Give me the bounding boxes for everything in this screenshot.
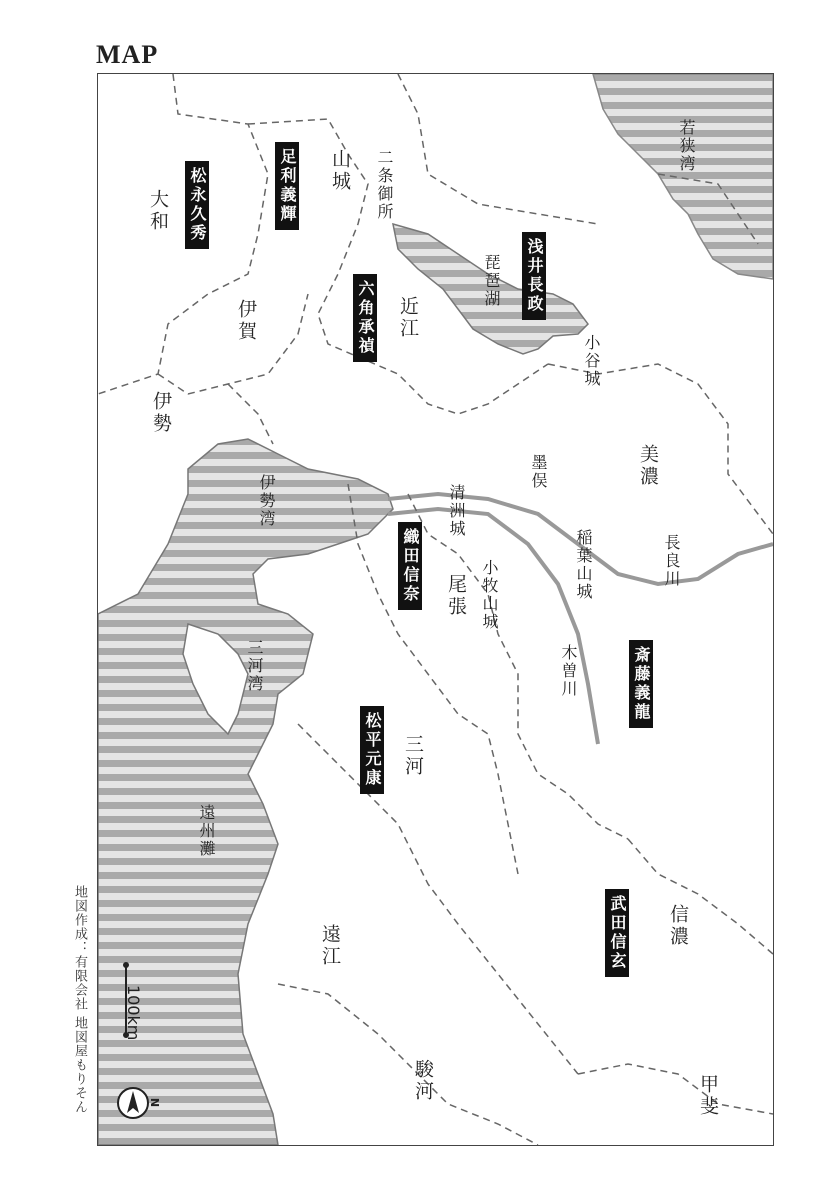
province-iga: 伊賀 <box>235 299 257 343</box>
province-omi: 近江 <box>397 296 419 340</box>
map-credit: 地図作成：有限会社 地図屋もりそん <box>72 885 87 1115</box>
border-mino-owari <box>408 494 628 839</box>
castle-komakiyama: 小牧山城 <box>480 559 499 631</box>
daimyo-takeda-shingen: 武田信玄 <box>605 889 629 977</box>
border-omi-mino <box>548 364 773 534</box>
border-totomi-suruga <box>278 984 538 1145</box>
province-kai: 甲斐 <box>697 1074 719 1118</box>
border-shinano <box>628 839 773 954</box>
border-mikawa-totomi <box>298 724 578 1074</box>
province-totomi: 遠江 <box>319 924 341 968</box>
castle-inabayama: 稲葉山城 <box>574 529 593 601</box>
border-yamashiro-yamato <box>98 74 268 394</box>
kiso-river-label: 木曽川 <box>559 644 578 698</box>
scale-label: 100km <box>124 985 143 1041</box>
province-yamato: 大和 <box>147 189 169 233</box>
daimyo-matsudaira-motoyasu: 松平元康 <box>360 706 384 794</box>
border-ise <box>228 384 273 444</box>
wakasa-bay-label: 若狭湾 <box>677 119 696 173</box>
castle-kiyosu: 清洲城 <box>447 484 466 538</box>
daimyo-rokkaku-jotei: 六角承禎 <box>353 274 377 362</box>
castle-sunomata: 墨俣 <box>529 454 548 490</box>
castle-odani: 小谷城 <box>582 334 601 388</box>
map-frame <box>97 73 774 1146</box>
province-mino: 美濃 <box>637 444 659 488</box>
border-iga <box>158 294 308 394</box>
border-owari-mikawa <box>348 484 518 874</box>
lake-biwa-label: 琵琶湖 <box>482 254 501 308</box>
daimyo-ashikaga-yoshiteru: 足利義輝 <box>275 142 299 230</box>
province-mikawa: 三河 <box>402 734 424 778</box>
mikawa-bay-label: 三河湾 <box>245 639 264 693</box>
province-yamashiro: 山城 <box>329 149 351 193</box>
castle-nijo-gosho: 二条御所 <box>375 149 394 221</box>
province-ise: 伊勢 <box>150 391 172 435</box>
north-label: N <box>148 1097 162 1108</box>
daimyo-azai-nagamasa: 浅井長政 <box>522 232 546 320</box>
map-title: MAP <box>96 40 159 69</box>
daimyo-matsunaga-hisahide: 松永久秀 <box>185 161 209 249</box>
nagara-river-label: 長良川 <box>662 534 681 588</box>
border-north <box>398 74 598 224</box>
wakasa-bay-water <box>593 74 773 279</box>
daimyo-oda-nobuna: 織田信奈 <box>398 522 422 610</box>
province-suruga: 駿河 <box>412 1059 434 1103</box>
border-kai <box>578 1064 773 1114</box>
ise-bay-label: 伊勢湾 <box>257 474 276 528</box>
daimyo-saito-yoshitatsu: 斎藤義龍 <box>629 640 653 728</box>
province-shinano: 信濃 <box>667 904 689 948</box>
enshu-sea-label: 遠州灘 <box>197 804 216 858</box>
province-owari: 尾張 <box>445 574 467 618</box>
north-arrow-icon <box>115 1085 151 1121</box>
